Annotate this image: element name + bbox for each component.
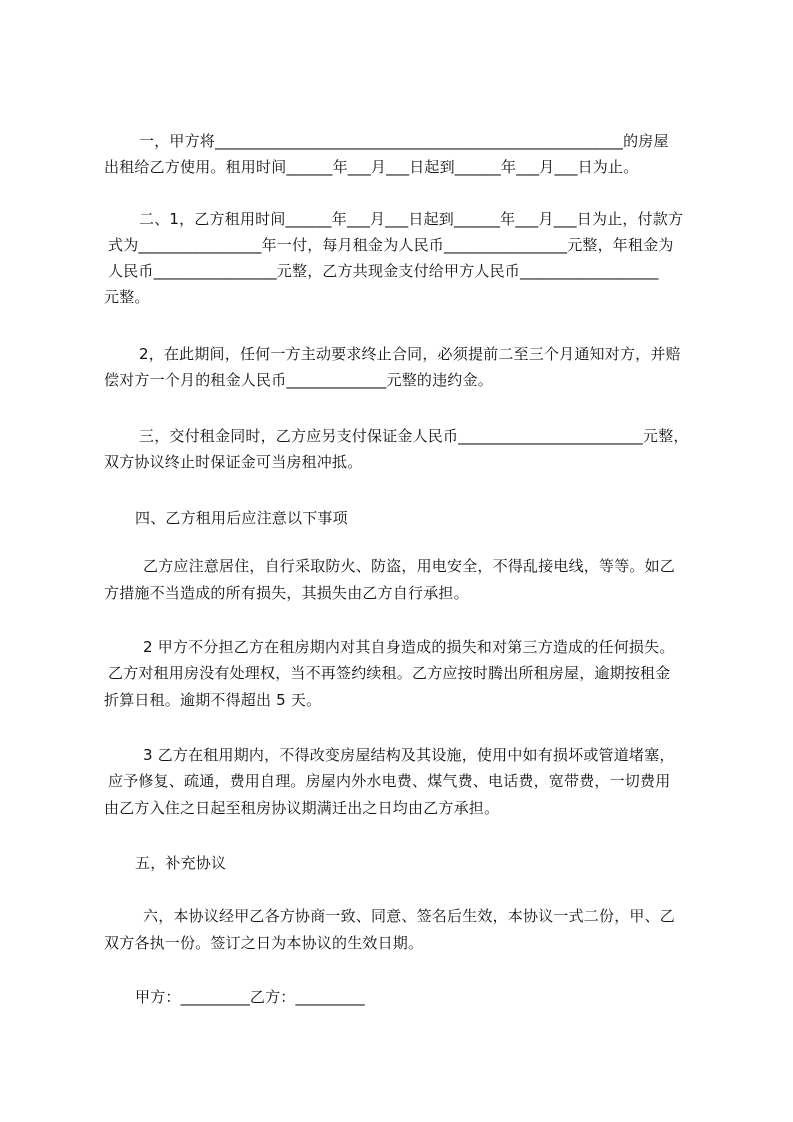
paragraph-line: 方措施不当造成的所有损失，其损失由乙方自行承担。 <box>104 584 469 602</box>
paragraph-line: 乙方应注意居住，自行采取防火、防盗，用电安全，不得乱接电线，等等。如乙 <box>143 557 676 575</box>
paragraph-line: 式为________________年一付，每月租金为人民币________________元整，年租金为 <box>108 236 674 254</box>
paragraph-line: 六，本协议经甲乙各方协商一致、同意、签名后生效，本协议一式二份，甲、乙 <box>143 907 676 925</box>
paragraph-line: 3 乙方在租用期内，不得改变房屋结构及其设施，使用中如有损坏或管道堵塞， <box>143 746 675 764</box>
signature-line: 甲方：_________乙方：_________ <box>135 988 365 1006</box>
section-heading: 五，补充协议 <box>135 854 227 872</box>
paragraph-line: 人民币________________元整，乙方共现金支付给甲方人民币__________________ <box>108 262 659 280</box>
paragraph-line: 折算日租。逾期不得超出 5 天。 <box>104 691 322 709</box>
paragraph-line: 元整。 <box>104 288 150 306</box>
paragraph-line: 偿对方一个月的租金人民币_____________元整的违约金。 <box>104 371 493 389</box>
paragraph-line: 三，交付租金同时，乙方应另支付保证金人民币________________________元整， <box>139 427 689 445</box>
paragraph-line: 应予修复、疏通，费用自理。房屋内外水电费、煤气费、电话费，宽带费，一切费用 <box>108 772 671 790</box>
paragraph-line: 2 甲方不分担乙方在租房期内对其自身造成的损失和对第三方造成的任何损失。 <box>143 638 675 656</box>
section-heading: 四、乙方租用后应注意以下事项 <box>135 509 348 527</box>
paragraph-line: 双方协议终止时保证金可当房租冲抵。 <box>104 453 363 471</box>
paragraph-line: 乙方对租用房没有处理权，当不再签约续租。乙方应按时腾出所租房屋，逾期按租金 <box>108 664 671 682</box>
paragraph-line: 出租给乙方使用。租用时间______年___月___日起到______年___月___日为止。 <box>104 158 639 176</box>
paragraph-line: 二、1，乙方租用时间______年___月___日起到______年___月___日为止，付款方 <box>139 210 684 228</box>
paragraph-line: 2，在此期间，任何一方主动要求终止合同，必须提前二至三个月通知对方，并赔 <box>139 345 681 363</box>
paragraph-line: 由乙方入住之日起至租房协议期满迁出之日均由乙方承担。 <box>104 799 500 817</box>
paragraph-line: 一，甲方将_____________________________________________________的房屋 <box>139 132 669 150</box>
paragraph-line: 双方各执一份。签订之日为本协议的生效日期。 <box>104 934 424 952</box>
